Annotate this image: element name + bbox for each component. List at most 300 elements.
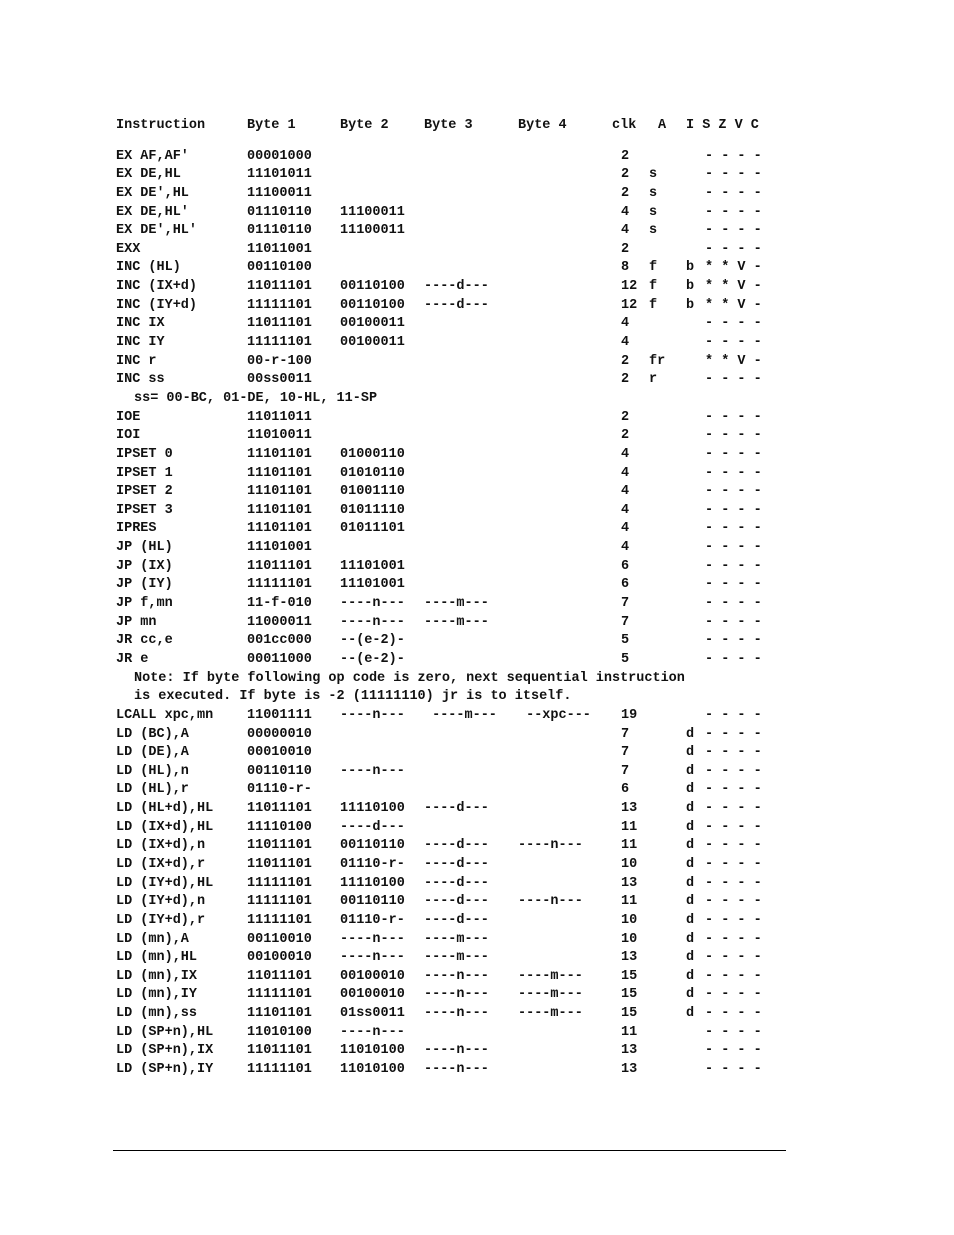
cell-byte3: ----m---: [424, 950, 489, 966]
cell-byte1: 00-r-100: [247, 353, 312, 369]
header-a: A: [658, 118, 667, 133]
cell-flags: - - - -: [705, 651, 762, 667]
cell-flags: - - - -: [705, 968, 762, 984]
cell-byte1: 11010011: [247, 428, 312, 444]
cell-byte1: 11101101: [247, 1006, 312, 1022]
cell-clk: 10: [621, 912, 638, 928]
table-row: [116, 204, 796, 223]
table-row: [116, 893, 796, 912]
table-row: [116, 856, 796, 875]
cell-i-flag: d: [686, 1006, 695, 1022]
cell-byte1: 11011101: [247, 968, 312, 984]
table-row: [116, 986, 796, 1005]
cell-flags: - - - -: [705, 782, 762, 798]
table-row: [116, 632, 796, 651]
cell-byte2: 01ss0011: [340, 1006, 405, 1022]
cell-a: f: [649, 279, 658, 295]
cell-clk: 4: [621, 540, 630, 556]
header-byte4: Byte 4: [518, 118, 567, 133]
table-row: [116, 763, 796, 782]
cell-a: fr: [649, 353, 666, 369]
table-note: [116, 390, 796, 409]
cell-flags: * * V -: [705, 297, 762, 313]
cell-i-flag: d: [686, 856, 695, 872]
cell-instruction: JP f,mn: [116, 596, 173, 612]
cell-byte2: 11101001: [340, 558, 405, 574]
cell-flags: - - - -: [705, 950, 762, 966]
cell-flags: - - - -: [705, 819, 762, 835]
cell-instruction: LD (mn),IX: [116, 968, 198, 984]
cell-byte2: 11110100: [340, 875, 405, 891]
cell-flags: - - - -: [705, 801, 762, 817]
cell-clk: 2: [621, 372, 630, 388]
cell-byte1: 11111101: [247, 875, 312, 891]
cell-instruction: IPSET 0: [116, 446, 173, 462]
table-note: [116, 670, 796, 689]
cell-instruction: IPRES: [116, 521, 157, 537]
cell-byte1: 11011101: [247, 856, 312, 872]
cell-flags: - - - -: [705, 894, 762, 910]
cell-clk: 6: [621, 782, 630, 798]
table-row: [116, 241, 796, 260]
cell-flags: - - - -: [705, 558, 762, 574]
cell-byte2: 00110100: [340, 279, 405, 295]
cell-flags: - - - -: [705, 707, 762, 723]
header-flags: I S Z V C: [686, 118, 759, 133]
cell-clk: 11: [621, 894, 638, 910]
cell-clk: 11: [621, 1024, 638, 1040]
cell-byte2: 11101001: [340, 577, 405, 593]
table-body: [116, 148, 796, 1080]
cell-byte3: ----m---: [424, 614, 489, 630]
table-row: [116, 931, 796, 950]
cell-a: r: [649, 372, 658, 388]
cell-instruction: EXX: [116, 241, 141, 257]
cell-instruction: LD (mn),ss: [116, 1006, 198, 1022]
cell-clk: 2: [621, 353, 630, 369]
cell-clk: 4: [621, 204, 630, 220]
cell-flags: - - - -: [705, 856, 762, 872]
cell-byte3: ----m---: [424, 596, 489, 612]
cell-i-flag: d: [686, 894, 695, 910]
cell-byte2: 01011101: [340, 521, 405, 537]
cell-byte3: ----n---: [424, 987, 489, 1003]
note-text: is executed. If byte is -2 (11111110) jr is to itself.: [134, 689, 572, 705]
cell-byte2: ----n---: [340, 596, 405, 612]
cell-byte1: 11011101: [247, 801, 312, 817]
cell-byte2: ----d---: [340, 819, 405, 835]
cell-byte3: ----n---: [424, 968, 489, 984]
cell-byte4: --xpc---: [518, 707, 591, 723]
cell-flags: - - - -: [705, 838, 762, 854]
cell-flags: - - - -: [705, 987, 762, 1003]
cell-i-flag: d: [686, 801, 695, 817]
cell-flags: - - - -: [705, 614, 762, 630]
table-row: [116, 576, 796, 595]
cell-byte2: --(e-2)-: [340, 651, 405, 667]
cell-byte1: 001cc000: [247, 633, 312, 649]
cell-flags: - - - -: [705, 540, 762, 556]
cell-byte3: ----n---: [424, 1043, 489, 1059]
cell-byte1: 01110110: [247, 223, 312, 239]
table-row: [116, 278, 796, 297]
table-row: [116, 1005, 796, 1024]
table-row: [116, 1024, 796, 1043]
cell-instruction: LD (IX+d),HL: [116, 819, 214, 835]
cell-clk: 2: [621, 167, 630, 183]
cell-i-flag: d: [686, 745, 695, 761]
cell-flags: - - - -: [705, 428, 762, 444]
cell-byte1: 11-f-010: [247, 596, 312, 612]
cell-instruction: INC (IX+d): [116, 279, 198, 295]
cell-clk: 15: [621, 1006, 638, 1022]
cell-byte1: 11111101: [247, 894, 312, 910]
cell-flags: - - - -: [705, 745, 762, 761]
cell-flags: - - - -: [705, 446, 762, 462]
cell-flags: - - - -: [705, 577, 762, 593]
cell-byte1: 11101101: [247, 521, 312, 537]
table-row: [116, 148, 796, 167]
cell-instruction: JP (IX): [116, 558, 173, 574]
cell-byte2: 01000110: [340, 446, 405, 462]
cell-byte4: ----m---: [518, 968, 583, 984]
cell-instruction: IOE: [116, 409, 141, 425]
cell-byte1: 11111101: [247, 577, 312, 593]
table-row: [116, 502, 796, 521]
cell-byte2: ----n---: [340, 1024, 405, 1040]
header-instruction: Instruction: [116, 118, 206, 133]
cell-byte1: 11011101: [247, 558, 312, 574]
cell-instruction: JP (IY): [116, 577, 173, 593]
cell-clk: 5: [621, 633, 630, 649]
footer-rule: [113, 1150, 786, 1151]
cell-clk: 4: [621, 502, 630, 518]
cell-byte1: 00000010: [247, 726, 312, 742]
table-row: [116, 409, 796, 428]
cell-instruction: INC IY: [116, 335, 165, 351]
cell-byte2: 01110-r-: [340, 912, 405, 928]
cell-clk: 13: [621, 1043, 638, 1059]
cell-clk: 4: [621, 484, 630, 500]
cell-instruction: IOI: [116, 428, 141, 444]
table-row: [116, 353, 796, 372]
cell-clk: 2: [621, 148, 630, 164]
cell-clk: 7: [621, 726, 630, 742]
cell-byte1: 00100010: [247, 950, 312, 966]
cell-byte2: 00110100: [340, 297, 405, 313]
table-row: [116, 483, 796, 502]
cell-byte3: ----d---: [424, 838, 489, 854]
cell-byte2: 11010100: [340, 1043, 405, 1059]
cell-byte3: ----d---: [424, 875, 489, 891]
cell-flags: - - - -: [705, 372, 762, 388]
cell-instruction: LD (HL+d),HL: [116, 801, 214, 817]
cell-flags: - - - -: [705, 596, 762, 612]
table-row: [116, 315, 796, 334]
cell-flags: * * V -: [705, 260, 762, 276]
cell-flags: - - - -: [705, 335, 762, 351]
note-text: Note: If byte following op code is zero, next sequential instruction: [134, 670, 685, 686]
cell-instruction: LD (mn),A: [116, 931, 189, 947]
cell-byte1: 00010010: [247, 745, 312, 761]
cell-byte2: 00100010: [340, 987, 405, 1003]
cell-clk: 15: [621, 968, 638, 984]
cell-byte4: ----n---: [518, 838, 583, 854]
table-row: [116, 520, 796, 539]
table-row: [116, 726, 796, 745]
cell-clk: 4: [621, 223, 630, 239]
cell-byte1: 00001000: [247, 148, 312, 164]
cell-instruction: EX DE',HL': [116, 223, 198, 239]
cell-clk: 12: [621, 297, 638, 313]
cell-a: s: [649, 167, 658, 183]
cell-i-flag: d: [686, 726, 695, 742]
cell-byte3: ----d---: [424, 894, 489, 910]
table-row: [116, 595, 796, 614]
cell-a: s: [649, 185, 658, 201]
cell-clk: 7: [621, 614, 630, 630]
cell-byte3: ----d---: [424, 912, 489, 928]
cell-byte2: 11100011: [340, 204, 405, 220]
cell-clk: 4: [621, 335, 630, 351]
cell-clk: 11: [621, 819, 638, 835]
cell-clk: 2: [621, 185, 630, 201]
cell-clk: 2: [621, 428, 630, 444]
cell-instruction: LD (SP+n),HL: [116, 1024, 214, 1040]
cell-clk: 8: [621, 260, 630, 276]
table-row: [116, 707, 796, 726]
cell-flags: * * V -: [705, 279, 762, 295]
cell-clk: 19: [621, 707, 638, 723]
cell-byte2: 11010100: [340, 1062, 405, 1078]
cell-flags: - - - -: [705, 875, 762, 891]
cell-instruction: INC r: [116, 353, 157, 369]
cell-byte2: ----n---: [340, 763, 405, 779]
cell-i-flag: d: [686, 950, 695, 966]
cell-byte1: 11101101: [247, 446, 312, 462]
cell-clk: 4: [621, 316, 630, 332]
cell-byte1: 00110010: [247, 931, 312, 947]
cell-byte2: 00110110: [340, 894, 405, 910]
table-row: [116, 166, 796, 185]
cell-instruction: JP mn: [116, 614, 157, 630]
cell-byte1: 11101101: [247, 484, 312, 500]
cell-byte1: 01110110: [247, 204, 312, 220]
header-byte1: Byte 1: [247, 118, 296, 133]
cell-byte2: 01011110: [340, 502, 405, 518]
cell-flags: - - - -: [705, 409, 762, 425]
cell-flags: - - - -: [705, 185, 762, 201]
cell-instruction: JP (HL): [116, 540, 173, 556]
cell-byte1: 11101001: [247, 540, 312, 556]
cell-byte1: 11011001: [247, 241, 312, 257]
table-row: [116, 539, 796, 558]
cell-byte2: 01001110: [340, 484, 405, 500]
header-byte2: Byte 2: [340, 118, 389, 133]
cell-clk: 2: [621, 241, 630, 257]
cell-byte4: ----m---: [518, 1006, 583, 1022]
cell-instruction: LD (mn),HL: [116, 950, 198, 966]
cell-byte1: 11011101: [247, 1043, 312, 1059]
cell-flags: - - - -: [705, 316, 762, 332]
cell-instruction: IPSET 1: [116, 465, 173, 481]
table-header: [116, 117, 796, 136]
cell-byte1: 11010100: [247, 1024, 312, 1040]
cell-byte1: 00110100: [247, 260, 312, 276]
cell-flags: - - - -: [705, 148, 762, 164]
cell-flags: - - - -: [705, 726, 762, 742]
cell-instruction: EX DE',HL: [116, 185, 189, 201]
cell-byte1: 11101101: [247, 502, 312, 518]
table-row: [116, 968, 796, 987]
cell-clk: 10: [621, 856, 638, 872]
cell-instruction: JR e: [116, 651, 149, 667]
cell-byte2: 01110-r-: [340, 856, 405, 872]
cell-i-flag: d: [686, 931, 695, 947]
instruction-table: [116, 117, 796, 1080]
cell-i-flag: d: [686, 819, 695, 835]
cell-clk: 11: [621, 838, 638, 854]
cell-clk: 13: [621, 875, 638, 891]
cell-instruction: EX DE,HL': [116, 204, 189, 220]
cell-clk: 10: [621, 931, 638, 947]
table-row: [116, 837, 796, 856]
cell-byte2: --(e-2)-: [340, 633, 405, 649]
table-row: [116, 185, 796, 204]
cell-instruction: LD (IY+d),n: [116, 894, 206, 910]
cell-instruction: LD (HL),n: [116, 763, 189, 779]
cell-clk: 13: [621, 1062, 638, 1078]
cell-clk: 4: [621, 521, 630, 537]
cell-instruction: LD (SP+n),IY: [116, 1062, 214, 1078]
cell-clk: 4: [621, 446, 630, 462]
cell-flags: - - - -: [705, 167, 762, 183]
table-row: [116, 1042, 796, 1061]
cell-a: s: [649, 223, 658, 239]
cell-i-flag: d: [686, 987, 695, 1003]
cell-byte2: 00100011: [340, 335, 405, 351]
table-row: [116, 558, 796, 577]
cell-flags: - - - -: [705, 465, 762, 481]
table-row: [116, 781, 796, 800]
cell-flags: - - - -: [705, 763, 762, 779]
table-row: [116, 371, 796, 390]
cell-byte1: 11101011: [247, 167, 312, 183]
cell-byte4: ----m---: [518, 987, 583, 1003]
cell-flags: - - - -: [705, 1024, 762, 1040]
cell-instruction: INC (IY+d): [116, 297, 198, 313]
cell-instruction: IPSET 2: [116, 484, 173, 500]
cell-byte2: 11110100: [340, 801, 405, 817]
cell-a: f: [649, 297, 658, 313]
cell-clk: 12: [621, 279, 638, 295]
cell-instruction: IPSET 3: [116, 502, 173, 518]
cell-flags: - - - -: [705, 223, 762, 239]
cell-clk: 7: [621, 745, 630, 761]
cell-byte3: ----m---: [424, 931, 489, 947]
cell-i-flag: d: [686, 968, 695, 984]
cell-flags: - - - -: [705, 1043, 762, 1059]
cell-i-flag: d: [686, 763, 695, 779]
cell-clk: 15: [621, 987, 638, 1003]
cell-clk: 4: [621, 465, 630, 481]
cell-i-flag: d: [686, 875, 695, 891]
cell-instruction: INC (HL): [116, 260, 181, 276]
table-row: [116, 446, 796, 465]
cell-instruction: JR cc,e: [116, 633, 173, 649]
table-row: [116, 297, 796, 316]
cell-flags: - - - -: [705, 1006, 762, 1022]
cell-i-flag: b: [686, 279, 695, 295]
cell-instruction: LD (IY+d),HL: [116, 875, 214, 891]
cell-byte2: 01010110: [340, 465, 405, 481]
cell-byte1: 11111101: [247, 297, 312, 313]
cell-byte1: 00ss0011: [247, 372, 312, 388]
cell-clk: 2: [621, 409, 630, 425]
note-text: ss= 00-BC, 01-DE, 10-HL, 11-SP: [134, 390, 378, 406]
table-row: [116, 912, 796, 931]
cell-clk: 13: [621, 801, 638, 817]
cell-byte2: 11100011: [340, 223, 405, 239]
cell-byte1: 11101101: [247, 465, 312, 481]
cell-instruction: LD (DE),A: [116, 745, 189, 761]
table-row: [116, 651, 796, 670]
cell-instruction: LD (mn),IY: [116, 987, 198, 1003]
cell-byte1: 11011101: [247, 316, 312, 332]
header-clk: clk: [612, 118, 637, 133]
cell-byte3: ----d---: [424, 801, 489, 817]
cell-byte2: 00110110: [340, 838, 405, 854]
cell-a: f: [649, 260, 658, 276]
cell-byte3: ----n---: [424, 1062, 489, 1078]
cell-instruction: LD (IY+d),r: [116, 912, 206, 928]
cell-instruction: LCALL xpc,mn: [116, 707, 214, 723]
table-row: [116, 222, 796, 241]
cell-instruction: LD (SP+n),IX: [116, 1043, 214, 1059]
cell-flags: * * V -: [705, 353, 762, 369]
cell-flags: - - - -: [705, 484, 762, 500]
cell-byte3: ----d---: [424, 297, 489, 313]
cell-instruction: LD (HL),r: [116, 782, 189, 798]
cell-byte1: 11011101: [247, 279, 312, 295]
cell-byte3: ----d---: [424, 279, 489, 295]
cell-flags: - - - -: [705, 502, 762, 518]
cell-byte2: ----n---: [340, 614, 405, 630]
cell-flags: - - - -: [705, 931, 762, 947]
cell-clk: 7: [621, 763, 630, 779]
table-row: [116, 744, 796, 763]
table-row: [116, 819, 796, 838]
cell-instruction: INC IX: [116, 316, 165, 332]
cell-byte3: ----n---: [424, 1006, 489, 1022]
cell-byte2: ----n---: [340, 707, 405, 723]
cell-flags: - - - -: [705, 204, 762, 220]
cell-byte1: 11000011: [247, 614, 312, 630]
cell-clk: 13: [621, 950, 638, 966]
table-row: [116, 1061, 796, 1080]
cell-clk: 6: [621, 577, 630, 593]
cell-flags: - - - -: [705, 241, 762, 257]
cell-byte1: 11111101: [247, 987, 312, 1003]
table-row: [116, 949, 796, 968]
cell-byte1: 11011011: [247, 409, 312, 425]
table-row: [116, 427, 796, 446]
cell-byte1: 01110-r-: [247, 782, 312, 798]
cell-a: s: [649, 204, 658, 220]
cell-clk: 5: [621, 651, 630, 667]
cell-i-flag: b: [686, 260, 695, 276]
cell-byte1: 00011000: [247, 651, 312, 667]
